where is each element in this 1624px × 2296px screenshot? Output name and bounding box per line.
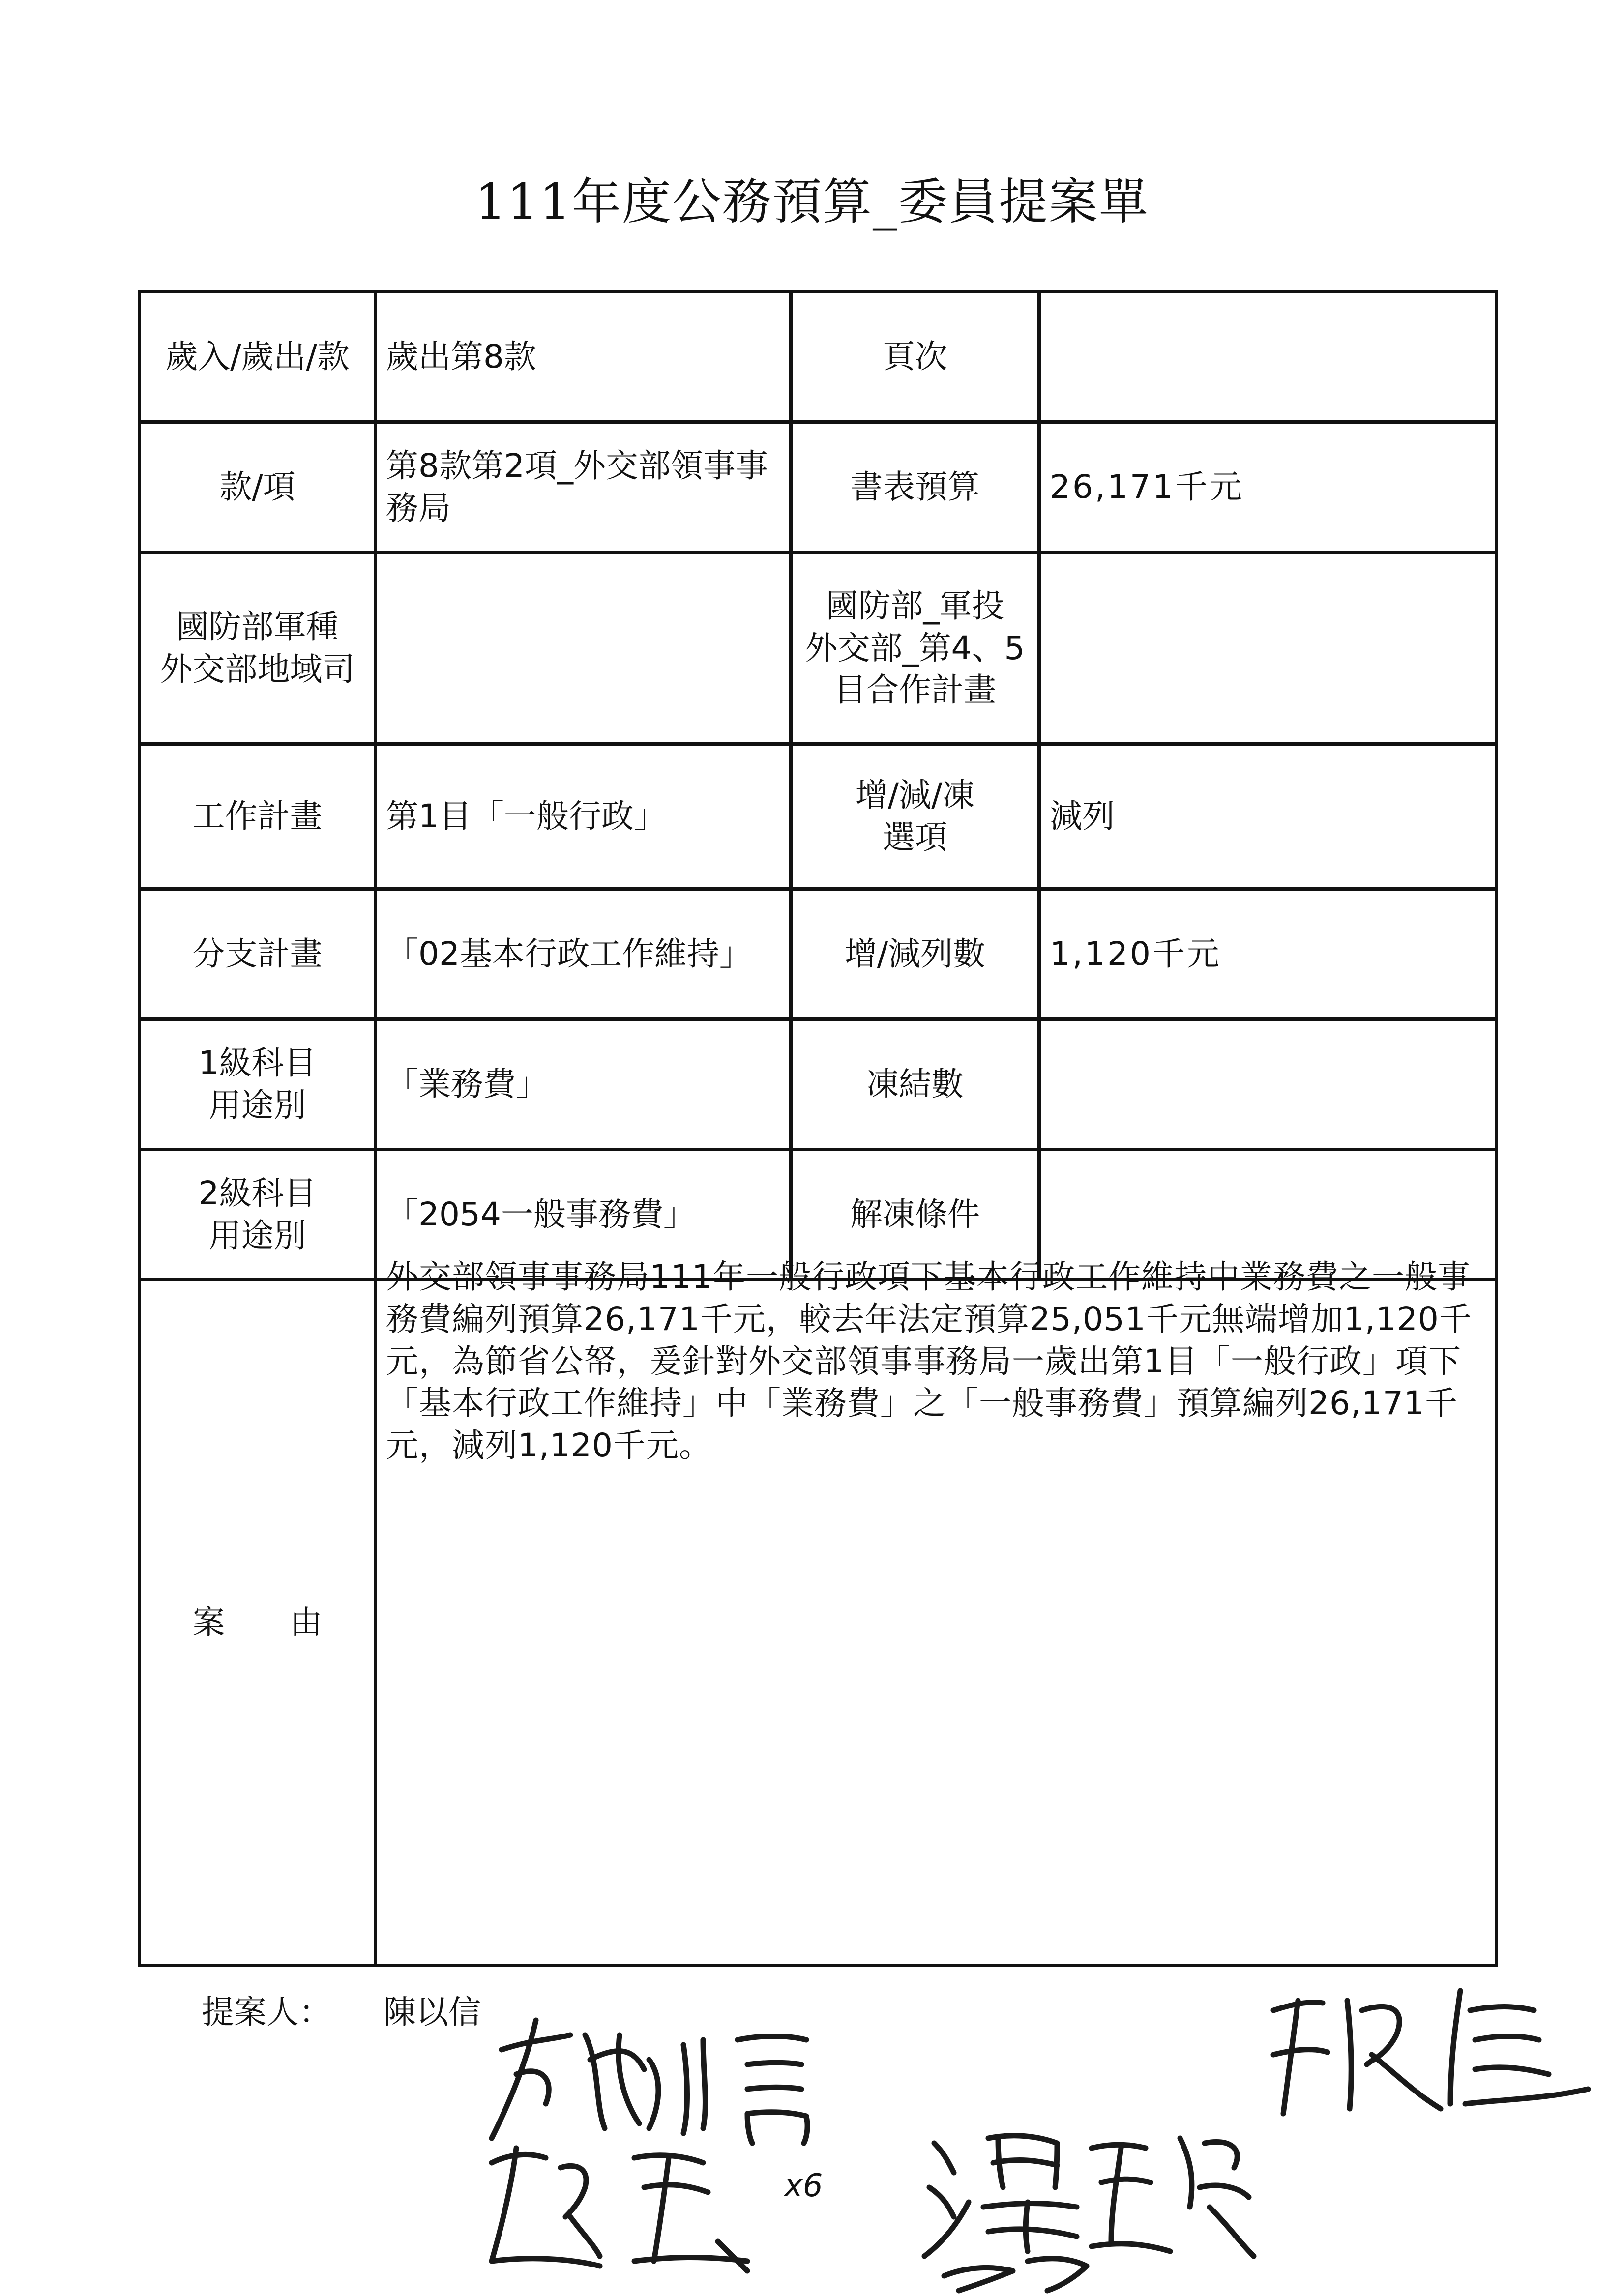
value-reason	[376, 1258, 1497, 1966]
label-unfreeze-condition: 解凍條件	[791, 1150, 1039, 1280]
label-level2-line1: 2級科目	[198, 1174, 317, 1213]
label-adjust-option-line1: 增/減/凍	[855, 776, 975, 814]
proposer-name: 陳以信	[384, 1993, 481, 2031]
label-cooperation	[791, 552, 1039, 744]
value-page	[1039, 292, 1497, 422]
value-adjust-option: 減列	[1039, 744, 1497, 889]
value-category: 歲出第8款	[376, 292, 791, 422]
row-branch-plan	[140, 889, 1497, 1019]
row-category	[140, 292, 1497, 422]
label-level1-line1: 1級科目	[198, 1044, 317, 1082]
label-level1-subject	[140, 1019, 376, 1150]
row-level1-subject	[140, 1019, 1497, 1150]
label-military-line2: 外交部地域司	[160, 650, 355, 688]
value-branch-plan: 「02基本行政工作維持」	[376, 889, 791, 1019]
label-cooperation-line2: 外交部_第4、5	[805, 629, 1025, 667]
label-budget: 書表預算	[791, 422, 1039, 552]
value-adjust-amount: 1,120千元	[1039, 889, 1497, 1019]
label-military	[140, 552, 376, 744]
proposal-form-table	[138, 290, 1498, 1967]
label-item: 款/項	[140, 422, 376, 552]
signature-3	[472, 2128, 787, 2286]
value-budget: 26,171千元	[1039, 422, 1497, 552]
document-title: 111年度公務預算_委員提案單	[475, 173, 1149, 231]
label-adjust-option-line2: 選項	[883, 818, 947, 856]
label-page: 頁次	[791, 292, 1039, 422]
label-level1-line2: 用途別	[208, 1086, 306, 1124]
label-cooperation-line3: 目合作計畫	[834, 671, 996, 709]
reason-text: 外交部領事事務局111年一般行政項下基本行政工作維持中業務費之一般事務費編列預算26,171千元，較去年法定預算25,051千元無端增加1,120千元，為節省公帑，爰針對外交部領事事務局一歲出第1目「一般行政」項下「基本行政工作維持」中「業務費」之「一般事務費」預算編列26,171千元，減列1,120千元。	[386, 1258, 1472, 1465]
proposer-block	[202, 1986, 481, 2033]
label-reason: 案 由	[140, 1280, 376, 1966]
signature-2	[1254, 1966, 1598, 2128]
label-branch-plan: 分支計畫	[140, 889, 376, 1019]
signature-4	[915, 2109, 1259, 2296]
value-level1-subject: 「業務費」	[376, 1019, 791, 1150]
value-level2-subject: 「2054一般事務費」	[376, 1150, 791, 1280]
value-cooperation	[1039, 552, 1497, 744]
label-cooperation-line1: 國防部_軍投	[826, 586, 1004, 625]
label-adjust-option	[791, 744, 1039, 889]
proposer-label: 提案人：	[202, 1993, 331, 2031]
value-item: 第8款第2項_外交部領事事務局	[376, 422, 791, 552]
label-level2-line2: 用途別	[208, 1217, 306, 1254]
label-adjust-amount: 增/減列數	[791, 889, 1039, 1019]
row-work-plan	[140, 744, 1497, 889]
row-military	[140, 552, 1497, 744]
label-military-line1: 國防部軍種	[176, 608, 339, 646]
value-military	[376, 552, 791, 744]
label-category: 歲入/歲出/款	[140, 292, 376, 422]
label-work-plan: 工作計畫	[140, 744, 376, 889]
row-item	[140, 422, 1497, 552]
value-work-plan: 第1目「一般行政」	[376, 744, 791, 889]
label-level2-subject	[140, 1150, 376, 1280]
label-frozen-amount: 凍結數	[791, 1019, 1039, 1150]
row-reason	[140, 1280, 1497, 1966]
value-frozen-amount	[1039, 1019, 1497, 1150]
handwritten-mark: x6	[784, 2168, 823, 2204]
